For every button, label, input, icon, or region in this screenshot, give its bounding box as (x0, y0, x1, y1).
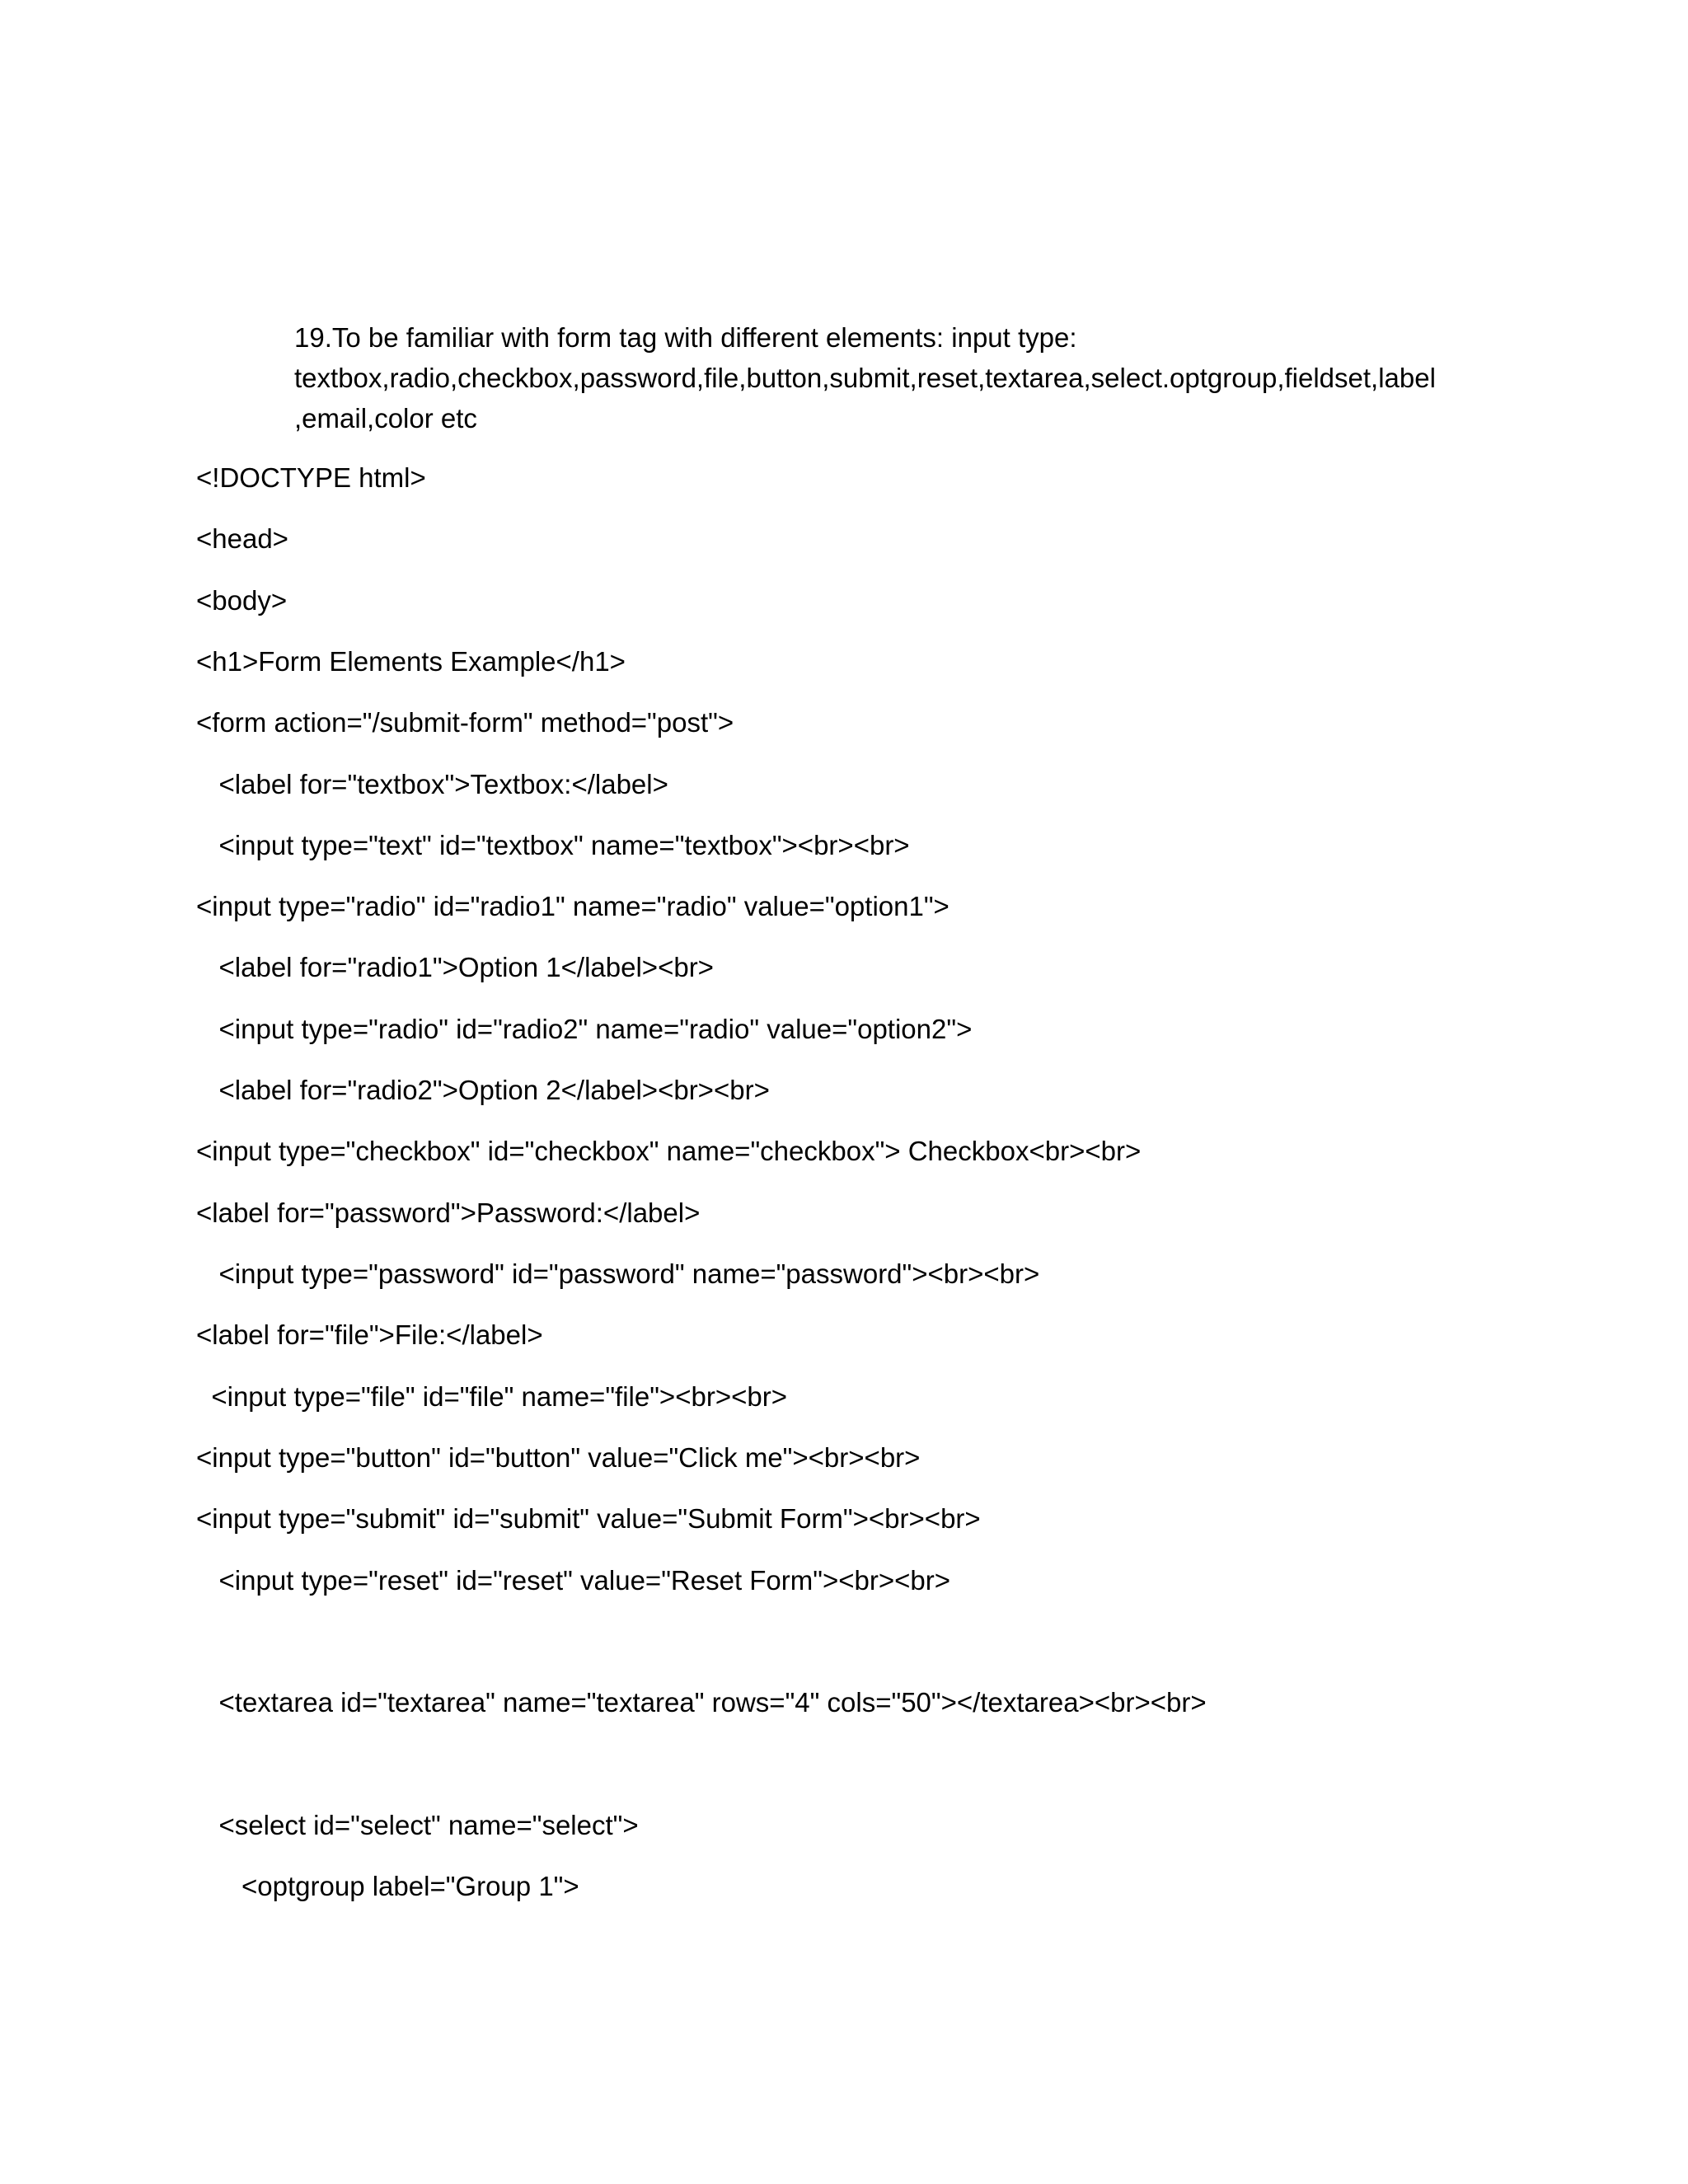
code-line: <h1>Form Elements Example</h1> (196, 646, 626, 677)
code-line: <head> (196, 523, 288, 554)
code-line: <input type="submit" id="submit" value="Submit Form"><br><br> (196, 1503, 981, 1534)
code-line: <optgroup label="Group 1"> (196, 1871, 579, 1901)
code-line: <input type="button" id="button" value="Click me"><br><br> (196, 1442, 921, 1473)
code-line: <input type="radio" id="radio2" name="radio" value="option2"> (196, 1014, 973, 1044)
code-line: <label for="radio2">Option 2</label><br><br> (196, 1075, 770, 1105)
code-line: <input type="password" id="password" name="password"><br><br> (196, 1258, 1040, 1289)
code-line: <input type="file" id="file" name="file"><br><br> (196, 1381, 787, 1412)
code-line: <label for="password">Password:</label> (196, 1197, 701, 1228)
code-line: <input type="checkbox" id="checkbox" name="checkbox"> Checkbox<br><br> (196, 1136, 1142, 1166)
code-line: <form action="/submit-form" method="post"> (196, 707, 734, 738)
code-line: <!DOCTYPE html> (196, 462, 426, 493)
exercise-heading: 19.To be familiar with form tag with different elements: input type: textbox,radio,checkbox,password,file,button,submit,reset,textarea,select.optgroup,fieldset,label ,email,color etc (294, 322, 1444, 434)
code-line: <select id="select" name="select"> (196, 1810, 639, 1840)
code-line: <label for="radio1">Option 1</label><br> (196, 952, 714, 982)
code-line: <textarea id="textarea" name="textarea" rows="4" cols="50"></textarea><br><br> (196, 1687, 1207, 1718)
code-line: <label for="textbox">Textbox:</label> (196, 769, 668, 799)
code-line: <input type="text" id="textbox" name="textbox"><br><br> (196, 830, 910, 860)
code-line: <input type="radio" id="radio1" name="radio" value="option1"> (196, 891, 950, 921)
code-line: <label for="file">File:</label> (196, 1319, 543, 1350)
code-line: <input type="reset" id="reset" value="Reset Form"><br><br> (196, 1565, 951, 1596)
code-line: <body> (196, 585, 288, 616)
